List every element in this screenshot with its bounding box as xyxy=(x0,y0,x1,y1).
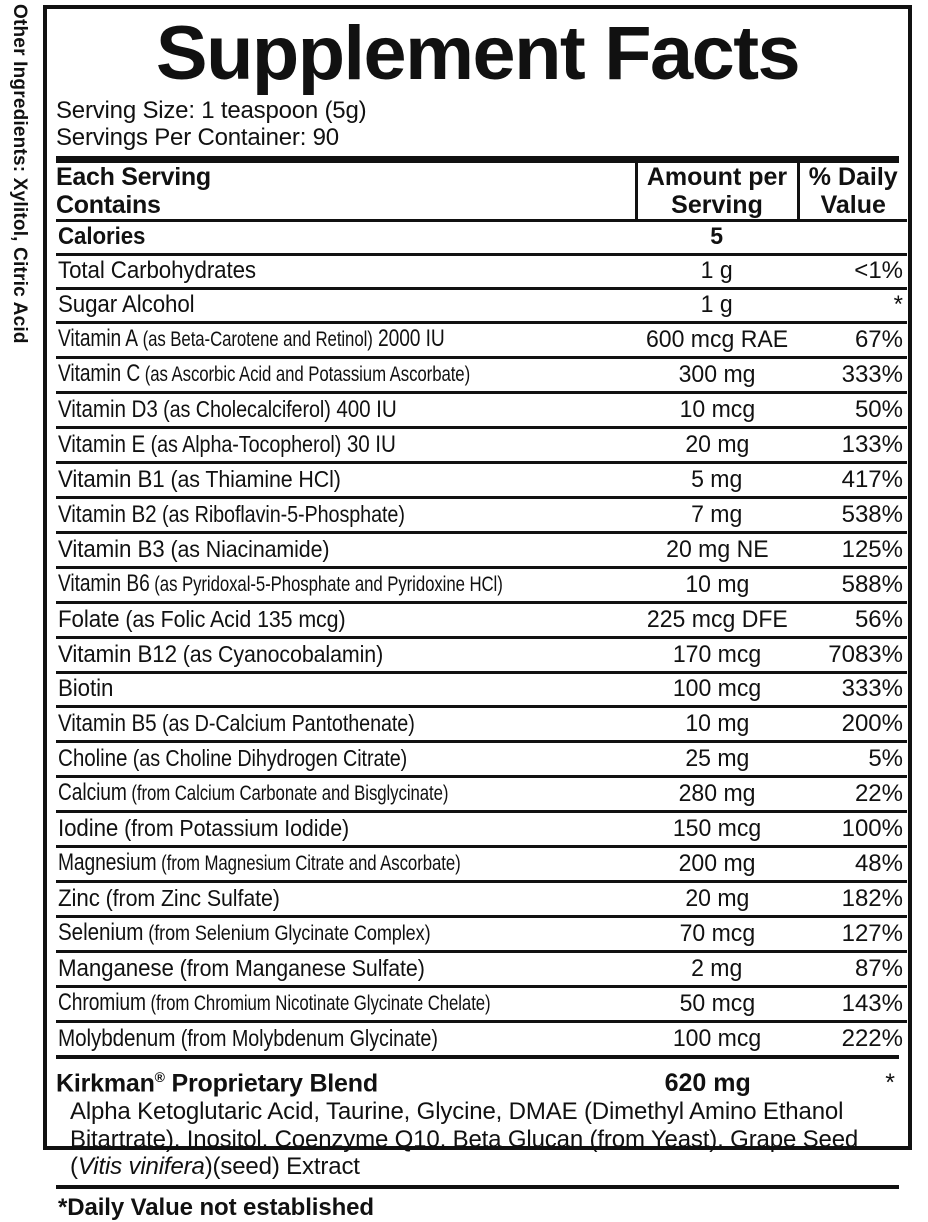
divider-thick-top xyxy=(56,156,899,163)
table-row xyxy=(56,952,907,987)
amount-per-serving-cell: 100 mcg xyxy=(636,673,798,707)
nutrient-name-cell xyxy=(56,987,636,1022)
amount-per-serving-cell: 70 mcg xyxy=(636,917,798,952)
table-row xyxy=(56,638,907,673)
daily-value-cell: 56% xyxy=(798,603,907,638)
nutrient-source: (as Choline Dihydrogen Citrate) xyxy=(127,745,408,771)
nutrient-source: (as D-Calcium Pantothenate) xyxy=(156,710,415,736)
amount-per-serving-cell: 300 mg xyxy=(636,358,798,393)
nutrient-name-cell xyxy=(56,498,636,533)
header-amount-line2: Serving xyxy=(671,191,763,219)
nutrient-name: Molybdenum (from Molybdenum Glycinate) xyxy=(58,1025,438,1052)
nutrient-name-cell xyxy=(56,1022,636,1056)
nutrient-source: (as Alpha-Tocopherol) xyxy=(145,431,342,457)
amount-per-serving-cell: 20 mg xyxy=(636,428,798,463)
amount-per-serving-cell: 10 mg xyxy=(636,568,798,603)
amount-per-serving-cell: 600 mcg RAE xyxy=(636,323,798,358)
nutrient-source: (as Niacinamide) xyxy=(164,536,330,562)
table-row xyxy=(56,882,907,917)
header-amount-cell xyxy=(636,163,798,221)
nutrient-source: (from Chromium Nicotinate Glycinate Chelate) xyxy=(145,992,491,1015)
serving-size: Serving Size: 1 teaspoon (5g) xyxy=(56,97,367,124)
blend-ingredients xyxy=(56,1098,899,1185)
nutrient-name-cell xyxy=(56,777,636,812)
supplement-facts-panel xyxy=(43,5,912,1221)
nutrient-name-cell xyxy=(56,393,636,428)
table-row xyxy=(56,987,907,1022)
nutrient-source: (as Thiamine HCl) xyxy=(164,466,341,492)
nutrient-name: Vitamin B1 (as Thiamine HCl) xyxy=(58,466,341,493)
table-row xyxy=(56,1022,907,1056)
nutrient-name: Chromium (from Chromium Nicotinate Glycinate Chelate) xyxy=(58,989,491,1016)
daily-value-cell: 333% xyxy=(798,358,907,393)
table-row xyxy=(56,393,907,428)
nutrient-name: Vitamin B6 (as Pyridoxal-5-Phosphate and Pyridoxine HCl) xyxy=(58,570,503,597)
nutrient-name-cell xyxy=(56,603,636,638)
nutrient-source: (as Pyridoxal-5-Phosphate and Pyridoxine HCl) xyxy=(149,573,503,596)
amount-per-serving-cell: 10 mg xyxy=(636,707,798,742)
nutrient-suffix: 30 IU xyxy=(341,431,396,458)
daily-value-cell: 200% xyxy=(798,707,907,742)
daily-value-cell: 417% xyxy=(798,463,907,498)
blend-daily-value: * xyxy=(885,1069,896,1098)
nutrient-name: Sugar Alcohol xyxy=(58,291,195,318)
daily-value-cell: 5% xyxy=(798,742,907,777)
nutrient-name: Biotin xyxy=(58,675,114,702)
table-row xyxy=(56,812,907,847)
nutrient-name-cell xyxy=(56,358,636,393)
nutrient-name: Choline (as Choline Dihydrogen Citrate) xyxy=(58,745,408,772)
amount-per-serving-cell: 150 mcg xyxy=(636,812,798,847)
nutrient-source: (from Molybdenum Glycinate) xyxy=(175,1025,438,1051)
blend-title-post: Proprietary Blend xyxy=(164,1069,378,1098)
nutrient-source: (from Potassium Iodide) xyxy=(118,815,350,841)
daily-value-cell: 588% xyxy=(798,568,907,603)
table-row xyxy=(56,533,907,568)
blend-title xyxy=(56,1062,628,1098)
table-row xyxy=(56,847,907,882)
other-ingredients-text: Other Ingredients: Xylitol, Citric Acid xyxy=(9,4,30,344)
table-row xyxy=(56,777,907,812)
header-name-line1: Each Serving xyxy=(56,163,211,191)
nutrient-source: (as Riboflavin-5-Phosphate) xyxy=(156,501,405,527)
nutrient-source: (from Selenium Glycinate Complex) xyxy=(143,922,431,945)
nutrient-name-cell xyxy=(56,707,636,742)
other-ingredients-side-panel xyxy=(0,0,40,1160)
nutrient-name: Vitamin D3 (as Cholecalciferol) 400 IU xyxy=(58,396,397,423)
amount-per-serving-cell: 1 g xyxy=(636,255,798,289)
table-row xyxy=(56,428,907,463)
daily-value-cell: 222% xyxy=(798,1022,907,1056)
daily-value-footnote: *Daily Value not established xyxy=(58,1193,374,1221)
nutrient-name-cell xyxy=(56,812,636,847)
amount-per-serving-cell: 5 xyxy=(636,221,798,255)
nutrient-name: Iodine (from Potassium Iodide) xyxy=(58,815,350,842)
nutrient-name-cell xyxy=(56,289,636,323)
nutrient-source: (as Folic Acid 135 mcg) xyxy=(119,606,346,632)
daily-value-cell: 50% xyxy=(798,393,907,428)
table-row xyxy=(56,463,907,498)
amount-per-serving-cell: 280 mg xyxy=(636,777,798,812)
table-row xyxy=(56,498,907,533)
table-row xyxy=(56,917,907,952)
daily-value-cell: 127% xyxy=(798,917,907,952)
nutrient-name-cell xyxy=(56,952,636,987)
nutrient-name: Magnesium (from Magnesium Citrate and Ascorbate) xyxy=(58,849,461,876)
table-row xyxy=(56,568,907,603)
table-row xyxy=(56,707,907,742)
daily-value-cell: 87% xyxy=(798,952,907,987)
nutrient-name: Zinc (from Zinc Sulfate) xyxy=(58,885,280,912)
nutrient-source: (from Calcium Carbonate and Bisglycinate) xyxy=(126,782,449,805)
daily-value-cell: 67% xyxy=(798,323,907,358)
nutrient-name: Calcium (from Calcium Carbonate and Bisglycinate) xyxy=(58,779,449,806)
amount-per-serving-cell: 10 mcg xyxy=(636,393,798,428)
nutrient-suffix: 2000 IU xyxy=(372,325,445,352)
amount-per-serving-cell: 7 mg xyxy=(636,498,798,533)
header-name-cell xyxy=(56,163,636,221)
daily-value-cell: 143% xyxy=(798,987,907,1022)
amount-per-serving-cell: 2 mg xyxy=(636,952,798,987)
nutrient-source: (as Ascorbic Acid and Potassium Ascorbate) xyxy=(140,363,471,386)
blend-amount: 620 mg xyxy=(664,1069,751,1098)
nutrient-name-cell xyxy=(56,463,636,498)
header-name-line2: Contains xyxy=(56,191,161,219)
registered-trademark-icon: ® xyxy=(154,1069,165,1085)
nutrient-source: (from Manganese Sulfate) xyxy=(173,955,425,981)
nutrition-table xyxy=(56,163,907,1055)
proprietary-blend-block xyxy=(56,1059,899,1185)
daily-value-cell: 182% xyxy=(798,882,907,917)
table-row xyxy=(56,221,907,255)
table-header-row xyxy=(56,163,907,221)
nutrient-name-cell xyxy=(56,428,636,463)
amount-per-serving-cell: 5 mg xyxy=(636,463,798,498)
nutrient-source: (as Cholecalciferol) xyxy=(157,396,331,422)
nutrient-source: (from Zinc Sulfate) xyxy=(99,885,280,911)
table-row xyxy=(56,673,907,707)
header-dv-line2: Value xyxy=(820,191,886,219)
table-row xyxy=(56,323,907,358)
header-dv-line1: % Daily xyxy=(808,163,898,191)
nutrient-name: Calories xyxy=(58,223,146,250)
blend-header-row xyxy=(56,1059,899,1098)
table-row xyxy=(56,358,907,393)
servings-per-container: Servings Per Container: 90 xyxy=(56,124,339,151)
nutrient-name: Vitamin B5 (as D-Calcium Pantothenate) xyxy=(58,710,415,737)
nutrient-name-cell xyxy=(56,568,636,603)
nutrient-name: Selenium (from Selenium Glycinate Complex) xyxy=(58,919,431,946)
nutrient-name-cell xyxy=(56,638,636,673)
nutrient-name: Vitamin B3 (as Niacinamide) xyxy=(58,536,330,563)
amount-per-serving-cell: 20 mg xyxy=(636,882,798,917)
table-row xyxy=(56,742,907,777)
blend-ingredients-latin-name: Vitis vinifera xyxy=(77,1153,205,1181)
amount-per-serving-cell: 170 mcg xyxy=(636,638,798,673)
nutrient-name: Manganese (from Manganese Sulfate) xyxy=(58,955,425,982)
daily-value-cell: 7083% xyxy=(798,638,907,673)
nutrient-suffix: 400 IU xyxy=(330,396,397,423)
blend-title-pre: Kirkman xyxy=(56,1069,155,1098)
nutrient-name-cell xyxy=(56,673,636,707)
table-row xyxy=(56,255,907,289)
daily-value-cell xyxy=(798,221,907,255)
table-row xyxy=(56,603,907,638)
daily-value-cell: 133% xyxy=(798,428,907,463)
nutrient-name: Vitamin A (as Beta-Carotene and Retinol) 2000 IU xyxy=(58,325,445,352)
nutrient-name: Vitamin B2 (as Riboflavin-5-Phosphate) xyxy=(58,501,405,528)
nutrient-name: Vitamin C (as Ascorbic Acid and Potassium Ascorbate) xyxy=(58,360,471,387)
nutrient-source: (as Cyanocobalamin) xyxy=(176,641,384,667)
daily-value-cell: 22% xyxy=(798,777,907,812)
header-amount-line1: Amount per xyxy=(646,163,788,191)
amount-per-serving-cell: 100 mcg xyxy=(636,1022,798,1056)
blend-ingredients-part1: Alpha Ketoglutaric Acid, Taurine, Glycine, DMAE (Dimethyl Amino Ethanol Bitartrate), Inositol, Coenzyme Q10, Beta Glucan (from Yeast), Grape Seed ( xyxy=(70,1098,859,1181)
nutrient-name-cell xyxy=(56,742,636,777)
page-title: Supplement Facts xyxy=(155,11,800,96)
nutrient-name-cell xyxy=(56,323,636,358)
nutrient-name: Vitamin B12 (as Cyanocobalamin) xyxy=(58,641,384,668)
nutrient-name-cell xyxy=(56,917,636,952)
daily-value-cell: * xyxy=(798,289,907,323)
nutrient-name: Vitamin E (as Alpha-Tocopherol) 30 IU xyxy=(58,431,396,458)
nutrient-source: (from Magnesium Citrate and Ascorbate) xyxy=(156,852,461,875)
amount-per-serving-cell: 225 mcg DFE xyxy=(636,603,798,638)
amount-per-serving-cell: 20 mg NE xyxy=(636,533,798,568)
blend-ingredients-part2: )(seed) Extract xyxy=(204,1153,360,1181)
nutrient-source: (as Beta-Carotene and Retinol) xyxy=(138,328,373,351)
nutrient-name: Folate (as Folic Acid 135 mcg) xyxy=(58,606,346,633)
nutrient-name: Total Carbohydrates xyxy=(58,257,256,284)
amount-per-serving-cell: 200 mg xyxy=(636,847,798,882)
nutrient-name-cell xyxy=(56,882,636,917)
daily-value-cell: 333% xyxy=(798,673,907,707)
nutrient-name-cell xyxy=(56,847,636,882)
amount-per-serving-cell: 1 g xyxy=(636,289,798,323)
daily-value-cell: 538% xyxy=(798,498,907,533)
header-dv-cell xyxy=(798,163,907,221)
nutrient-name-cell xyxy=(56,533,636,568)
daily-value-cell: 125% xyxy=(798,533,907,568)
daily-value-cell: <1% xyxy=(798,255,907,289)
nutrient-name-cell xyxy=(56,255,636,289)
amount-per-serving-cell: 50 mcg xyxy=(636,987,798,1022)
amount-per-serving-cell: 25 mg xyxy=(636,742,798,777)
nutrient-name-cell xyxy=(56,221,636,255)
table-row xyxy=(56,289,907,323)
daily-value-cell: 100% xyxy=(798,812,907,847)
daily-value-cell: 48% xyxy=(798,847,907,882)
